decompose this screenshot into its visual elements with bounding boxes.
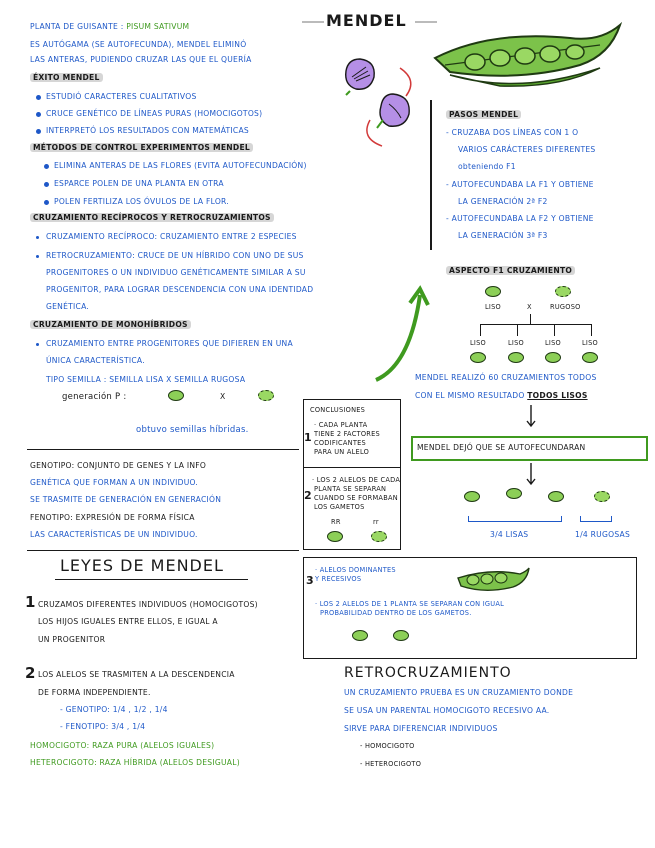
- cross-symbol: X: [527, 303, 532, 311]
- child-label: LISO: [470, 339, 486, 347]
- intro-line-1: ES AUTÓGAMA (SE AUTOFECUNDA), MENDEL ELIMINÓ: [30, 40, 247, 49]
- pasos-step-1: obteniendo F1: [458, 162, 516, 171]
- genotipo-line: FENOTIPO: EXPRESIÓN DE FORMA FÍSICA: [30, 513, 195, 522]
- tipo-semilla: TIPO SEMILLA : SEMILLA LISA X SEMILLA RUGOSA: [46, 375, 246, 384]
- monohibridos-line: CRUZAMIENTO ENTRE PROGENITORES QUE DIFIEREN EN UNA: [46, 339, 293, 348]
- number-2: 2: [304, 489, 312, 502]
- pea-pod-icon: [455, 568, 530, 594]
- ley2-line: DE FORMA INDEPENDIENTE.: [38, 688, 151, 697]
- conclusion-3: Y RECESIVOS: [315, 575, 362, 583]
- genotipo-line: GENOTIPO: CONJUNTO DE GENES Y LA INFO: [30, 461, 207, 470]
- reciprocos-item-1: CRUZAMIENTO RECÍPROCO: CRUZAMIENTO ENTRE 2 ESPECIES: [46, 232, 297, 241]
- pasos-step-2: - AUTOFECUNDABA LA F1 Y OBTIENE: [446, 180, 594, 189]
- exito-heading: ÉXITO MENDEL: [30, 73, 103, 82]
- retro-line: UN CRUZAMIENTO PRUEBA ES UN CRUZAMIENTO DONDE: [344, 688, 574, 697]
- pasos-step-2: LA GENERACIÓN 2ª F2: [458, 197, 548, 206]
- rugosas-fraction: 1/4 RUGOSAS: [575, 530, 631, 539]
- metodos-item: ELIMINA ANTERAS DE LAS FLORES (EVITA AUTOFECUNDACIÓN): [54, 161, 307, 170]
- genotipo-line: SE TRASMITE DE GENERACIÓN EN GENERACIÓN: [30, 495, 222, 504]
- pea-smooth: [352, 630, 368, 641]
- child-label: LISO: [508, 339, 524, 347]
- pasos-step-3: LA GENERACIÓN 3ª F3: [458, 231, 548, 240]
- ley1-line: LOS HIJOS IGUALES ENTRE ELLOS, E IGUAL A: [38, 617, 218, 626]
- conclusion-3b: PROBABILIDAD DENTRO DE LOS GAMETOS.: [320, 609, 472, 617]
- conclusion-2: LOS GAMETOS: [314, 503, 365, 511]
- pasos-step-1: VARIOS CARÁCTERES DIFERENTES: [458, 145, 596, 154]
- pea-smooth: [485, 286, 501, 297]
- plant-label: PLANTA DE GUISANTE : PISUM SATIVUM: [30, 22, 190, 31]
- conclusion-1: CODIFICANTES: [314, 439, 366, 447]
- realizo-line: CON EL MISMO RESULTADO TODOS LISOS: [415, 391, 588, 400]
- down-arrow-icon: [526, 463, 536, 485]
- reciprocos-line: PROGENITOR, PARA LOGRAR DESCENDENCIA CON UNA IDENTIDAD: [46, 285, 314, 294]
- pea-smooth: [470, 352, 486, 363]
- conclusion-2: · LOS 2 ALELOS DE CADA: [312, 476, 401, 484]
- pea-smooth: [464, 491, 480, 502]
- retro-item: - HETEROCIGOTO: [360, 760, 422, 768]
- reciprocos-heading: CRUZAMIENTO RECÍPROCOS Y RETROCRUZAMIENTOS: [30, 213, 274, 222]
- pea-wrinkled: [594, 491, 610, 502]
- pea-smooth: [545, 352, 561, 363]
- intro-line-2: LAS ANTERAS, PUDIENDO CRUZAR LAS QUE EL QUERÍA: [30, 55, 252, 64]
- pasos-heading: PASOS MENDEL: [446, 110, 521, 119]
- pea-wrinkled: [555, 286, 571, 297]
- generacion-label: generación P :: [62, 392, 127, 402]
- retro-title: RETROCRUZAMIENTO: [344, 665, 512, 681]
- todos-lisos: TODOS LISOS: [527, 391, 588, 400]
- rugoso-label: RUGOSO: [550, 303, 581, 311]
- pasos-step-1: - CRUZABA DOS LÍNEAS CON 1 O: [446, 128, 579, 137]
- conclusion-2: PLANTA SE SEPARAN: [314, 485, 387, 493]
- plant-name: PISUM SATIVUM: [126, 22, 190, 31]
- number-2: 2: [25, 664, 36, 682]
- retro-line: SIRVE PARA DIFERENCIAR INDIVIDUOS: [344, 724, 498, 733]
- reciprocos-line: PROGENITORES O UN INDIVIDUO GENÉTICAMENTE SIMILAR A SU: [46, 268, 306, 277]
- metodos-heading: MÉTODOS DE CONTROL EXPERIMENTOS MENDEL: [30, 143, 253, 152]
- child-label: LISO: [545, 339, 561, 347]
- allele-rr-recessive: rr: [373, 518, 379, 526]
- metodos-item: ESPARCE POLEN DE UNA PLANTA EN OTRA: [54, 179, 224, 188]
- ley1-line: CRUZAMOS DIFERENTES INDIVIDUOS (HOMOCIGOTOS): [38, 600, 258, 609]
- pea-smooth: [506, 488, 522, 499]
- pea-smooth: [582, 352, 598, 363]
- page-title: MENDEL: [326, 11, 407, 30]
- pea-pod-illustration: [430, 20, 630, 90]
- child-label: LISO: [582, 339, 598, 347]
- reciprocos-line: GENÉTICA.: [46, 302, 90, 311]
- retro-item: - HOMOCIGOTO: [360, 742, 415, 750]
- number-3: 3: [306, 574, 314, 587]
- pea-smooth: [393, 630, 409, 641]
- leyes-title: LEYES DE MENDEL: [60, 556, 224, 575]
- allele-rr-dominant: RR: [331, 518, 341, 526]
- conclusion-3b: · LOS 2 ALELOS DE 1 PLANTA SE SEPARAN CON IGUAL: [315, 600, 505, 608]
- conclusion-2: CUANDO SE FORMABAN: [314, 494, 398, 502]
- fenotipo-ratio: - FENOTIPO: 3/4 , 1/4: [60, 722, 146, 731]
- conclusiones-heading: CONCLUSIONES: [310, 406, 366, 414]
- exito-item: ESTUDIÓ CARACTERES CUALITATIVOS: [46, 92, 197, 101]
- genotipo-ratio: - GENOTIPO: 1/4 , 1/2 , 1/4: [60, 705, 168, 714]
- lisas-fraction: 3/4 LISAS: [490, 530, 529, 539]
- genotipo-line: GENÉTICA QUE FORMAN A UN INDIVIDUO.: [30, 478, 199, 487]
- monohibridos-heading: CRUZAMIENTO DE MONOHÍBRIDOS: [30, 320, 191, 329]
- pea-wrinkled: [371, 531, 387, 542]
- pea-smooth: [327, 531, 343, 542]
- pea-wrinkled: [258, 390, 274, 401]
- down-arrow-icon: [526, 405, 536, 427]
- exito-item: INTERPRETÓ LOS RESULTADOS CON MATEMÁTICAS: [46, 126, 249, 135]
- conclusion-3: · ALELOS DOMINANTES: [315, 566, 396, 574]
- curved-arrow-icon: [370, 285, 430, 385]
- dejo-autofecundaran: MENDEL DEJÓ QUE SE AUTOFECUNDARAN: [417, 443, 586, 452]
- pea-smooth: [168, 390, 184, 401]
- conclusion-1: · CADA PLANTA: [314, 421, 368, 429]
- exito-item: CRUCE GENÉTICO DE LÍNEAS PURAS (HOMOCIGOTOS): [46, 109, 263, 118]
- homocigoto-def: HOMOCIGOTO: RAZA PURA (ALELOS IGUALES): [30, 741, 215, 750]
- aspecto-heading: ASPECTO F1 CRUZAMIENTO: [446, 266, 575, 275]
- realizo-line: MENDEL REALIZÓ 60 CRUZAMIENTOS TODOS: [415, 373, 597, 382]
- genotipo-line: LAS CARACTERÍSTICAS DE UN INDIVIDUO.: [30, 530, 198, 539]
- conclusion-1: PARA UN ALELO: [314, 448, 370, 456]
- cycle-arrow: [360, 60, 420, 150]
- pea-smooth: [508, 352, 524, 363]
- number-1: 1: [304, 431, 312, 444]
- reciprocos-line: RETROCRUZAMIENTO: CRUCE DE UN HÍBRIDO CON UNO DE SUS: [46, 251, 304, 260]
- pea-smooth: [548, 491, 564, 502]
- ley2-line: LOS ALELOS SE TRASMITEN A LA DESCENDENCIA: [38, 670, 235, 679]
- number-1: 1: [25, 593, 36, 611]
- heterocigoto-def: HETEROCIGOTO: RAZA HÍBRIDA (ALELOS DESIGUAL): [30, 758, 240, 767]
- liso-label: LISO: [485, 303, 501, 311]
- monohibridos-line: ÚNICA CARACTERÍSTICA.: [46, 356, 145, 365]
- obtuvo-hibridas: obtuvo semillas híbridas.: [136, 425, 249, 435]
- retro-line: SE USA UN PARENTAL HOMOCIGOTO RECESIVO AA.: [344, 706, 550, 715]
- cross-symbol: X: [220, 392, 226, 401]
- conclusion-1: TIENE 2 FACTORES: [314, 430, 380, 438]
- pasos-step-3: - AUTOFECUNDABA LA F2 Y OBTIENE: [446, 214, 594, 223]
- metodos-item: POLEN FERTILIZA LOS ÓVULOS DE LA FLOR.: [54, 197, 229, 206]
- ley1-line: UN PROGENITOR: [38, 635, 106, 644]
